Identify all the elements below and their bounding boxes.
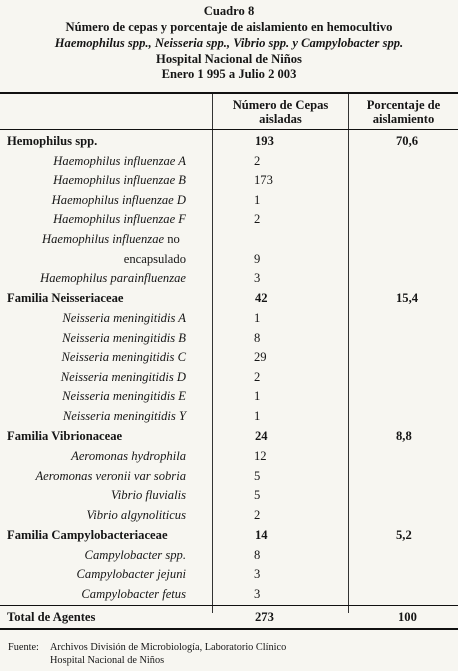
row-count: 2 bbox=[254, 369, 261, 384]
row-label: Campylobacter fetus bbox=[81, 587, 186, 601]
row-label: Neisseria meningitidis Y bbox=[62, 409, 186, 423]
total-percent: 100 bbox=[398, 610, 417, 624]
table-row bbox=[0, 172, 458, 192]
table-row bbox=[0, 468, 458, 488]
row-count: 3 bbox=[254, 271, 261, 285]
total-top-rule bbox=[0, 605, 458, 606]
table-row bbox=[0, 547, 458, 567]
table-row bbox=[0, 448, 458, 468]
source-line-1: Archivos División de Microbiología, Laboratorio Clínico bbox=[50, 642, 287, 653]
header-percent-line1: Porcentaje de bbox=[366, 98, 441, 112]
row-label: Familia Campylobacteriaceae bbox=[7, 527, 168, 542]
row-label: Haemophilus influenzae F bbox=[53, 212, 186, 226]
table-row bbox=[0, 388, 458, 408]
row-percent: 8,8 bbox=[396, 429, 412, 443]
row-count: 5 bbox=[254, 488, 261, 502]
row-count: 24 bbox=[255, 429, 268, 443]
row-label bbox=[42, 232, 180, 247]
row-count: 1 bbox=[254, 389, 261, 403]
row-label: Haemophilus parainfluenzae bbox=[40, 271, 186, 285]
table-row bbox=[0, 153, 458, 173]
header-percent bbox=[349, 98, 458, 126]
row-count: 2 bbox=[254, 212, 261, 226]
table-row bbox=[0, 349, 458, 369]
row-label: Hemophilus spp. bbox=[7, 134, 98, 148]
row-count: 1 bbox=[254, 192, 261, 207]
table-row bbox=[0, 192, 458, 212]
row-count: 9 bbox=[254, 251, 261, 266]
row-count: 3 bbox=[254, 567, 261, 581]
row-count: 3 bbox=[254, 587, 261, 601]
row-count: 1 bbox=[254, 409, 261, 423]
table-row bbox=[0, 428, 458, 448]
total-count: 273 bbox=[255, 610, 274, 624]
row-percent: 5,2 bbox=[396, 527, 412, 542]
row-count: 8 bbox=[254, 547, 261, 562]
table-row bbox=[0, 133, 458, 153]
row-count: 2 bbox=[254, 507, 261, 522]
table-row bbox=[0, 586, 458, 606]
row-label-italic: Haemophilus influenzae bbox=[42, 232, 165, 246]
header-percent-line2: aislamiento bbox=[372, 112, 435, 126]
row-percent: 15,4 bbox=[396, 291, 419, 305]
row-label: Aeromonas hydrophila bbox=[71, 449, 186, 463]
table-row bbox=[0, 211, 458, 231]
header-count bbox=[213, 98, 348, 126]
table-row bbox=[0, 270, 458, 290]
row-count: 12 bbox=[254, 449, 267, 463]
total-label: Total de Agentes bbox=[7, 610, 96, 624]
table-row bbox=[0, 290, 458, 310]
table-bottom-rule bbox=[0, 628, 458, 630]
table-row bbox=[0, 566, 458, 586]
row-label: Haemophilus influenzae D bbox=[51, 192, 186, 207]
row-label: Vibrio algynoliticus bbox=[86, 507, 186, 522]
row-label: Campylobacter spp. bbox=[84, 547, 186, 562]
table-row bbox=[0, 330, 458, 350]
header-count-line1: Número de Cepas bbox=[232, 98, 329, 112]
row-count: 1 bbox=[254, 311, 261, 325]
row-label: Familia Vibrionaceae bbox=[7, 429, 123, 443]
table-row bbox=[0, 369, 458, 389]
header-rule bbox=[0, 129, 458, 130]
row-label: Neisseria meningitidis A bbox=[62, 311, 186, 325]
table-subtitle: Haemophilus spp., Neisseria spp., Vibrio spp. y Campylobacter spp. bbox=[54, 36, 404, 50]
row-label: Neisseria meningitidis D bbox=[60, 369, 186, 384]
row-label-suffix: no bbox=[167, 232, 180, 246]
row-label: Neisseria meningitidis E bbox=[62, 389, 186, 403]
table-row bbox=[0, 231, 458, 251]
header-count-line2: aisladas bbox=[259, 112, 302, 126]
row-count: 2 bbox=[254, 153, 261, 168]
row-label: Familia Neisseriaceae bbox=[7, 291, 124, 305]
table-row bbox=[0, 507, 458, 527]
table-row bbox=[0, 310, 458, 330]
table-number: Cuadro 8 bbox=[203, 4, 255, 18]
row-count: 193 bbox=[255, 134, 274, 148]
row-count: 5 bbox=[254, 468, 261, 483]
row-label: Aeromonas veronii var sobria bbox=[35, 468, 186, 483]
row-count: 42 bbox=[255, 291, 268, 305]
table-top-rule bbox=[0, 92, 458, 94]
table-title: Número de cepas y porcentaje de aislamiento en hemocultivo bbox=[65, 20, 393, 34]
row-count: 29 bbox=[254, 350, 267, 364]
source-line-2: Hospital Nacional de Niños bbox=[50, 655, 165, 666]
row-label: Neisseria meningitidis C bbox=[61, 350, 186, 364]
row-count: 173 bbox=[254, 173, 273, 187]
table-row bbox=[0, 408, 458, 428]
row-label: Haemophilus influenzae B bbox=[53, 173, 186, 187]
row-label: Campylobacter jejuni bbox=[76, 567, 186, 581]
row-count: 14 bbox=[255, 527, 268, 542]
table-row bbox=[0, 487, 458, 507]
date-range: Enero 1 995 a Julio 2 003 bbox=[161, 67, 297, 81]
row-percent: 70,6 bbox=[396, 134, 419, 148]
row-label: encapsulado bbox=[123, 251, 186, 266]
table-row bbox=[0, 527, 458, 547]
row-label: Vibrio fluvialis bbox=[111, 488, 186, 502]
row-count: 8 bbox=[254, 330, 261, 345]
row-label: Neisseria meningitidis B bbox=[62, 330, 186, 345]
table-row bbox=[0, 251, 458, 271]
hospital-name: Hospital Nacional de Niños bbox=[156, 52, 302, 66]
row-label: Haemophilus influenzae A bbox=[53, 153, 186, 168]
source-label: Fuente: bbox=[8, 642, 39, 653]
